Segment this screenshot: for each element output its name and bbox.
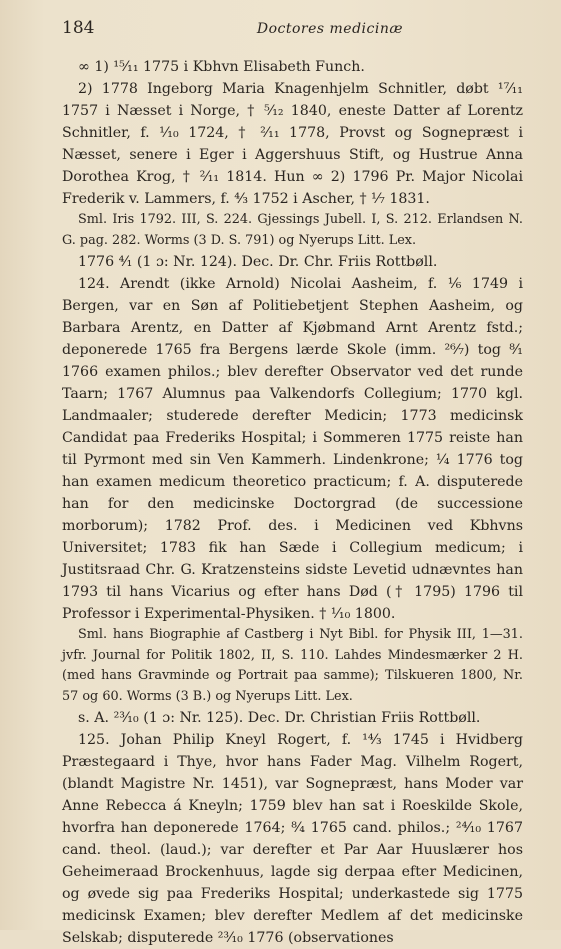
page-number: 184 bbox=[62, 18, 95, 38]
promotion-heading-2: s. A. ²³⁄₁₀ (1 ɔ: Nr. 125). Dec. Dr. Christian Friis Rottbøll. bbox=[78, 710, 481, 726]
entry-124: 124. Arendt (ikke Arnold) Nicolai Aasheim, f. ¹⁄₆ 1749 i Bergen, var en Søn af Politiebetjent Stephen Aasheim, og Barbara Arentz, en Datter af Kjøbmand Arnt Arentz fstd.; deponerede 1765 fra Bergens lærde Skole (imm. ²⁶⁄₇) tog ⁸⁄₁ 1766 examen philos.; blev derefter Observator ved det runde Taarn; 1767 Alumnus paa Valkendorfs Collegium; 1770 kgl. Landmaaler; studerede derefter Medicin; 1773 medicinsk Candidat paa Frederiks Hospital; i Sommeren 1775 reiste han til Pyrmont med sin Ven Kammerh. Lindenkrone; ¹⁄₄ 1776 tog han examen medicum theoretico practicum; f. A. disputerede han for den medicinske Doctorgrad (de successione morborum); 1782 Prof. des. i Medicinen ved Kbhvns Universitet; 1783 fik han Sæde i Collegium medicum; i Justitsraad Chr. G. Kratzensteins sidste Levetid udnævntes han 1793 til hans Vicarius og efter hans Død († 1795) 1796 til Professor i Experimental-Physiken. † ¹⁄₁₀ 1800. bbox=[62, 276, 523, 622]
reference-note-124: Sml. hans Biographie af Castberg i Nyt Bibl. for Physik III, 1—31. jvfr. Journal for Politik 1802, II, S. 110. Lahdes Mindesmærker 2 H. (med hans Gravminde og Portrait paa samme); Tilskueren 1800, Nr. 57 og 60. Worms (3 B.) og Nyerups Litt. Lex. bbox=[62, 627, 523, 704]
promotion-heading: 1776 ⁴⁄₁ (1 ɔ: Nr. 124). Dec. Dr. Chr. Friis Rottbøll. bbox=[78, 254, 438, 270]
running-title: Doctores medicinæ bbox=[256, 21, 403, 37]
reference-note: Sml. Iris 1792. III, S. 224. Gjessings Jubell. I, S. 212. Erlandsen N. G. pag. 282. Worms (3 D. S. 791) og Nyerups Litt. Lex. bbox=[62, 212, 523, 248]
page-body bbox=[62, 56, 523, 949]
marriage-line: ∞ 1) ¹⁵⁄₁₁ 1775 i Kbhvn Elisabeth Funch. bbox=[78, 59, 365, 75]
page-header bbox=[62, 18, 523, 48]
second-marriage-paragraph: 2) 1778 Ingeborg Maria Knagenhjelm Schnitler, døbt ¹⁷⁄₁₁ 1757 i Næsset i Norge, † ⁵⁄₁₂ 1840, eneste Datter af Lorentz Schnitler, f. ¹⁄₁₀ 1724, † ²⁄₁₁ 1778, Provst og Sognepræst i Næsset, senere i Eger i Aggershuus Stift, og Hustrue Anna Dorothea Krog, † ²⁄₁₁ 1814. Hun ∞ 2) 1796 Pr. Major Nicolai Frederik v. Lammers, f. ⁴⁄₃ 1752 i Ascher, † ¹⁄₇ 1831. bbox=[62, 81, 523, 207]
entry-125: 125. Johan Philip Kneyl Rogert, f. ¹⁴⁄₃ 1745 i Hvidberg Præstegaard i Thye, hvor hans Fader Mag. Vilhelm Rogert, (blandt Magistre Nr. 1451), var Sognepræst, hans Moder var Anne Rebecca á Kneyln; 1759 blev han sat i Roeskilde Skole, hvorfra han deponerede 1764; ⁸⁄₄ 1765 cand. philos.; ²⁴⁄₁₀ 1767 cand. theol. (laud.); var derefter et Par Aar Huuslærer hos Geheimeraad Brockenhuus, lagde sig derpaa efter Medicinen, og øvede sig paa Frederiks Hospital; underkastede sig 1775 medicinsk Examen; blev derefter Medlem af det medicinske Selskab; disputerede ²³⁄₁₀ 1776 (observationes bbox=[62, 732, 523, 946]
